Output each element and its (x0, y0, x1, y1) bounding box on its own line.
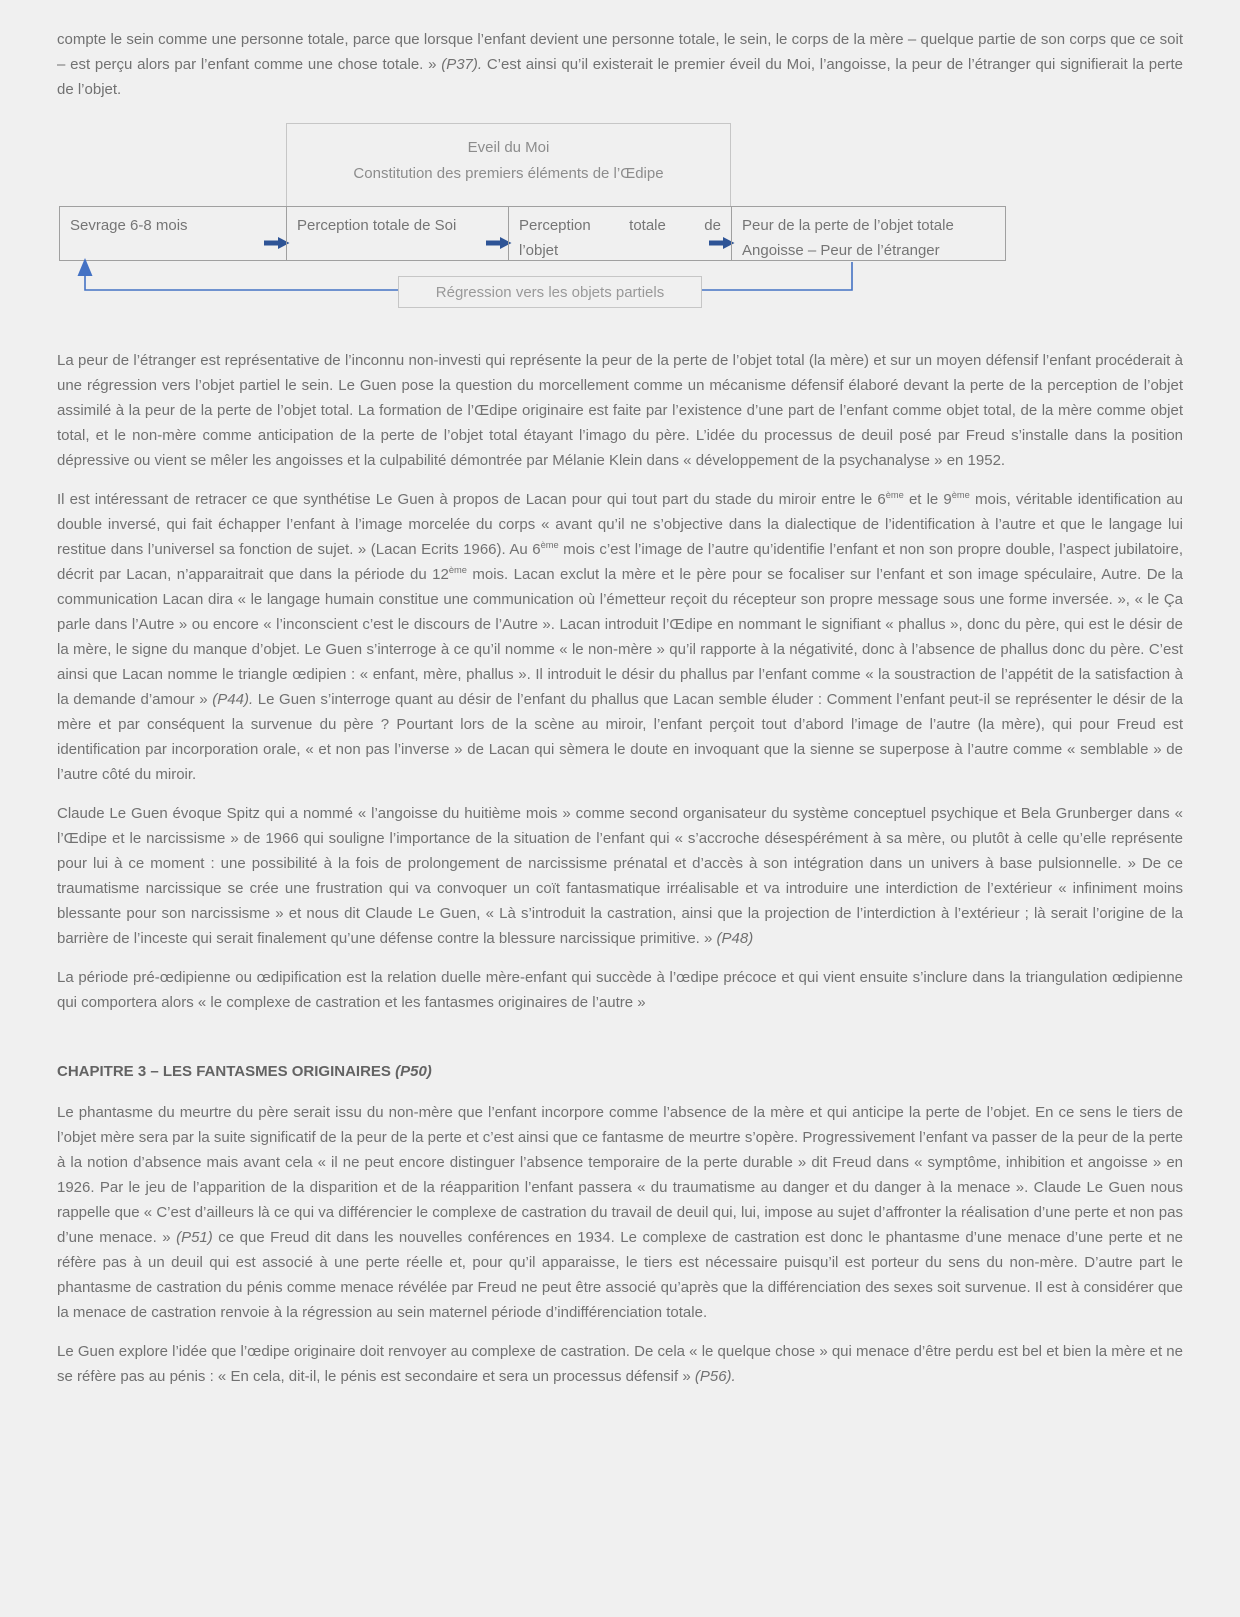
feedback-box-regression: Régression vers les objets partiels (398, 276, 702, 308)
stage-box-peur-perte-line2: Angoisse – Peur de l’étranger (742, 242, 940, 259)
paragraph-lacan: Il est intéressant de retracer ce que synthétise Le Guen à propos de Lacan pour qui tout part du stade du miroir entre le 6ème et le 9ème mois, véritable identification au double inversé, qui fait échapper l’enfant à l’image morcelée du corps « avant qu’il ne s’objective dans la dialectique de l’identification à l’autre et que le langage lui restitue dans l’universel sa fonction de sujet. » (Lacan Ecrits 1966). Au 6ème mois c’est l’image de l’autre qu’identifie l’enfant et non son propre double, l’aspect jubilatoire, décrit par Lacan, n’apparaitrait que dans la période du 12ème mois. Lacan exclut la mère et le père pour se focaliser sur l’enfant et son image spéculaire, Autre. De la communication Lacan dira « le langage humain constitue une communication où l’émetteur reçoit du récepteur son propre message sous une forme inversée. », « le Ça parle dans l’Autre » ou encore « l’inconscient c’est le discours de l’Autre ». Lacan introduit l’Œdipe en nommant le signifiant « phallus », donc du père, qui est le désir de la mère, le signe du manque d’objet. Le Guen s’interroge à ce qu’il nomme « le non-mère » qu’il rapporte à la négativité, donc à l’absence de phallus donc du père. C’est ainsi que Lacan nomme le triangle œdipien : « enfant, mère, phallus ». Il introduit le désir du phallus par l’enfant comme « la soustraction de l’appétit de la satisfaction à la demande d’amour » (P44). Le Guen s’interroge quant au désir de l’enfant du phallus que Lacan semble éluder : Comment l’enfant peut-il se représenter le désir de la mère et par conséquent la survenue du père ? Pourtant lors de la scène au miroir, l’enfant perçoit tout d’abord l’image de l’autre (la mère), qui pour Freud est identification par incorporation orale, « et non pas l’inverse » de Lacan qui sèmera le doute en invoquant que la sienne se superpose à l’autre comme « semblable » de l’autre côté du miroir. (57, 490, 1184, 783)
diagram-title-box (286, 123, 731, 207)
stage-box-perception-objet-line2: l’objet (519, 242, 559, 259)
stage-box-sevrage (59, 206, 287, 261)
diagram-title-line2: Constitution des premiers éléments de l’Œdipe (353, 165, 664, 182)
stage-box-sevrage-label: Sevrage 6-8 mois (70, 217, 188, 234)
stage-box-peur-perte (731, 206, 1006, 261)
stage-box-perception-objet (508, 206, 732, 261)
paragraph-peur-etranger: La peur de l’étranger est représentative de l’inconnu non-investi qui représente la peur de la perte de l’objet total (la mère) et sur un moyen défensif l’enfant procéderait à une régression vers l’objet partiel le sein. Le Guen pose la question du morcellement comme un mécanisme défensif élaboré devant la perte de la perception de l’objet assimilé à la peur de la perte de l’objet total. La formation de l’Œdipe originaire est faite par l’existence d’une part de l’enfant comme objet total, de la mère comme objet total, et le non-mère comme anticipation de la perte de l’objet total étayant l’imago du père. L’idée du processus de deuil posé par Freud s’installe dans la position dépressive ou vient se mêler les angoisses et la culpabilité démontrée par Mélanie Klein dans « développement de la psychanalyse » en 1952. (57, 352, 1183, 469)
stage-box-perception-soi-label: Perception totale de Soi (297, 217, 457, 234)
chapter-3-heading: CHAPITRE 3 – LES FANTASMES ORIGINAIRES (P50) (57, 1063, 432, 1080)
paragraph-oedipe-originaire: Le Guen explore l’idée que l’œdipe originaire doit renvoyer au complexe de castration. De cela « le quelque chose » qui menace d’être perdu est bel et bien la mère et ne se réfère pas au pénis : « En cela, dit-il, le pénis est secondaire et sera un processus défensif » (P56). (57, 1343, 1183, 1385)
paragraph-intro: compte le sein comme une personne totale, parce que lorsque l’enfant devient une personne totale, le sein, le corps de la mère – quelque partie de son corps que ce soit – est perçu alors par l’enfant comme une chose totale. » (P37). C’est ainsi qu’il existerait le premier éveil du Moi, l’angoisse, la peur de l’étranger qui signifierait la perte de l’objet. (57, 31, 1183, 98)
paragraph-phantasme-meurtre: Le phantasme du meurtre du père serait issu du non-mère que l’enfant incorpore comme l’absence de la mère et qui anticipe la perte de l’objet. En ce sens le tiers de l’objet mère sera par la suite significatif de la peur de la perte et c’est ainsi que ce fantasme de meurtre s’opère. Progressivement l’enfant va passer de la peur de la perte à la notion d’absence mais avant cela « il ne peut encore distinguer l’absence temporaire de la perte durable » dit Freud dans « symptôme, inhibition et angoisse » en 1926. Par le jeu de l’apparition de la disparition et de la réapparition l’enfant passera « du traumatisme au danger et du danger à la menace ». Claude Le Guen nous rappelle que « C’est d’ailleurs là ce qui va différencier le complexe de castration du travail de deuil qui, lui, impose au sujet d’affronter la réalisation d’une perte et non pas d’une menace. » (P51) ce que Freud dit dans les nouvelles conférences en 1934. Le complexe de castration est donc le phantasme d’une menace d’une perte et ne réfère pas à un deuil qui est associé à une perte réelle et, pour qu’il apparaisse, le tiers est nécessaire puisqu’il est porteur du sens du non-mère. D’autre part le phantasme de castration du pénis comme menace révélée par Freud ne peut être associé qu’après que la différenciation des sexes soit survenue. Il est à considérer que la menace de castration renvoie à la régression au sein maternel période d’indifférenciation totale. (57, 1104, 1184, 1321)
paragraph-periode-preoedipienne: La période pré-œdipienne ou œdipification est la relation duelle mère-enfant qui succède à l’œdipe précoce et qui vient ensuite s’inclure dans la triangulation œdipienne qui comportera alors « le complexe de castration et les fantasmes originaires de l’autre » (57, 969, 1183, 1011)
stage-box-perception-objet-line1: Perception totale de (519, 217, 721, 234)
diagram-title-line1: Eveil du Moi (467, 139, 550, 156)
stage-box-perception-soi (286, 206, 509, 261)
stage-box-peur-perte-line1: Peur de la perte de l’objet totale (742, 217, 954, 234)
oedipus-formation-diagram (57, 116, 1183, 310)
paragraph-spitz-grunberger: Claude Le Guen évoque Spitz qui a nommé « l’angoisse du huitième mois » comme second organisateur du système conceptuel psychique et Bela Grunberger dans « l’Œdipe et le narcissisme » de 1966 qui souligne l’importance de la situation de l’enfant qui « s’accroche désespérément à sa mère, ou plutôt à celle qu’elle représente pour lui à ce moment : une possibilité à la fois de prolongement de narcissisme prénatal et d’accès à son intégration dans un univers à base pulsionnelle. » De ce traumatisme narcissique se crée une frustration qui va convoquer un coït fantasmatique irréalisable et va introduire une interdiction de l’extérieur « infiniment moins blessante pour son narcissisme » et nous dit Claude Le Guen, « Là s’introduit la castration, ainsi que la projection de l’interdiction à l’extérieur ; là serait l’origine de la barrière de l’inceste qui serait finalement qu’une défense contre la blessure narcissique primitive. » (P48) (57, 805, 1183, 947)
